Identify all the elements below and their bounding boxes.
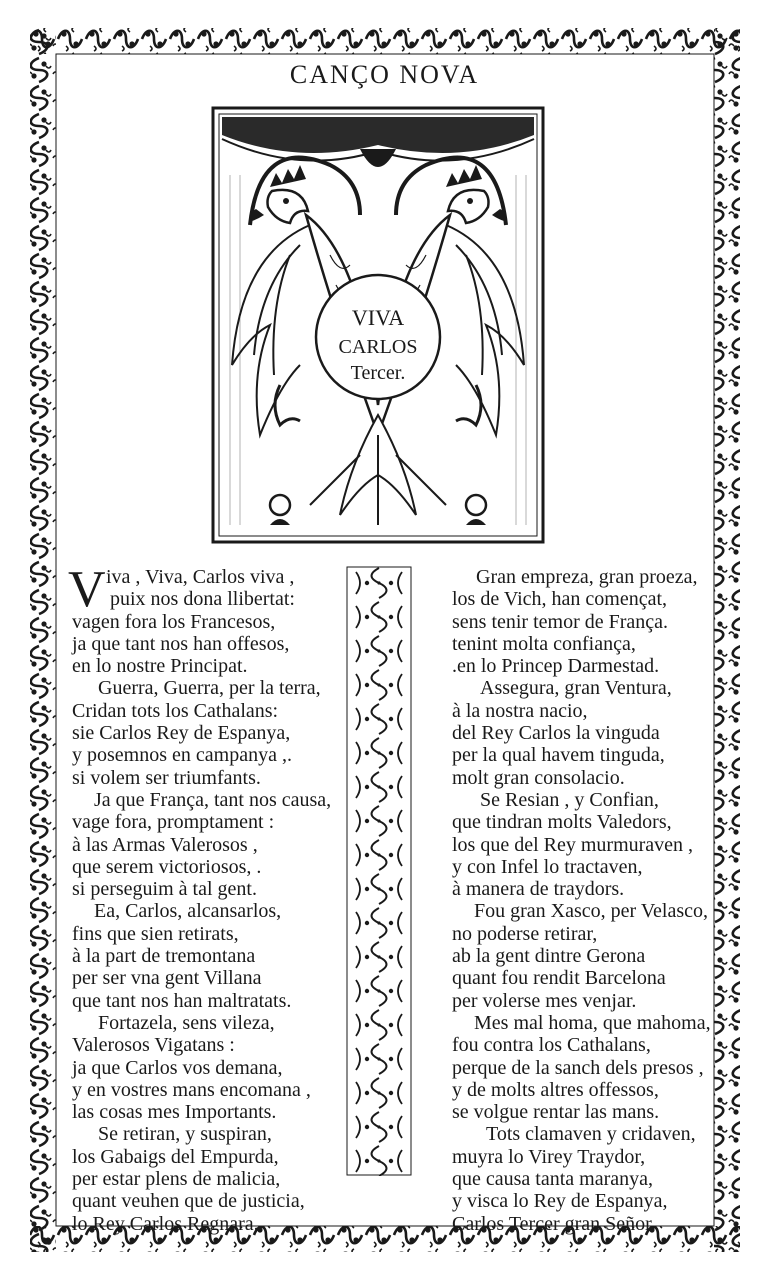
left-verse-column [68,561,362,1235]
verse-line: vage fora, promptament : [72,811,275,834]
verse-line: y con Infel lo tractaven, [452,855,643,878]
page-title: CANÇO NOVA [289,60,480,89]
verse-line: quant veuhen que de justicia, [72,1190,305,1213]
verse-line: vagen fora los Francesos, [72,610,276,633]
banner-text-line2: CARLOS [338,336,418,358]
verse-line: à las Armas Valerosos , [72,833,258,856]
verse-line: si volem ser triumfants. [72,766,261,789]
verse-line: si perseguim à tal gent. [72,878,257,901]
verse-line: à la part de tremontana [72,945,256,968]
verse-line: perque de la sanch dels presos , [452,1056,704,1079]
verse-line: lo Rey Carlos Regnara. [72,1212,259,1235]
ornamental-column-divider [346,566,412,1176]
verse-line: ja que Carlos vos demana, [72,1056,283,1079]
verse-line: à la nostra nacio, [452,699,588,722]
verse-line: Ea, Carlos, alcansarlos, [94,900,282,923]
verse-line: .en lo Princep Darmestad. [452,655,660,678]
verse-line: Carlos Tercer gran Señor. [452,1212,656,1235]
verse-line: per la qual havem tinguda, [452,744,665,767]
right-verse-column [452,566,712,1235]
verse-line: Gran empreza, gran proeza, [476,566,698,588]
verse-line: à manera de traydors. [452,878,625,901]
verse-line: iva , Viva, Carlos viva , [106,566,295,588]
verse-line: se volgue rentar las mans. [452,1101,660,1124]
double-headed-eagle-icon [210,105,546,545]
verse-line: Valerosos Vigatans : [72,1034,235,1057]
verse-line: Fortazela, sens vileza, [98,1011,275,1034]
verse-line: que causa tanta maranya, [452,1168,654,1191]
verse-line: Fou gran Xasco, per Velasco, [474,900,709,923]
verse-line: Mes mal homa, que mahoma, [474,1011,711,1034]
verse-line: muyra lo Virey Traydor, [452,1145,646,1168]
verse-line: en lo nostre Principat. [72,655,248,678]
verse-line: y visca lo Rey de Espanya, [452,1190,668,1213]
verse-line: tenint molta confiança, [452,632,636,655]
verse-line: que tant nos han maltratats. [72,989,292,1012]
verse-line: y posemnos en campanya ,. [72,744,292,767]
verse-line: fou contra los Cathalans, [452,1034,651,1057]
verse-line: los Gabaigs del Empurda, [72,1145,279,1168]
verse-line: sens tenir temor de França. [452,610,669,633]
verse-line: per ser vna gent Villana [72,967,262,990]
verse-line: molt gran consolacio. [452,766,625,789]
verse-line: y en vostres mans encomana , [72,1078,311,1101]
verse-line: ab la gent dintre Gerona [452,945,646,968]
verse-line: sie Carlos Rey de Espanya, [72,722,291,745]
verse-line: Cridan tots los Cathalans: [72,699,279,722]
verse-line: los que del Rey murmuraven , [452,833,694,856]
verse-line: no poderse retirar, [452,922,598,945]
banner-text-line1: VIVA [351,305,405,330]
verse-line: que tindran molts Valedors, [452,811,672,834]
verse-line: quant fou rendit Barcelona [452,967,666,990]
verse-line: del Rey Carlos la vinguda [452,722,660,745]
verse-line: Se retiran, y suspiran, [98,1123,272,1146]
drop-cap: V [68,561,106,618]
verse-line: puix nos dona llibertat: [110,588,295,611]
verse-line: ja que tant nos han offesos, [72,632,290,655]
verse-line: Ja que França, tant nos causa, [94,788,332,811]
verse-line: per volerse mes venjar. [452,989,637,1012]
verse-line: los de Vich, han començat, [452,588,668,611]
verse-line: las cosas mes Importants. [72,1101,277,1124]
verse-line: per estar plens de malicia, [72,1168,281,1191]
verse-line: Se Resian , y Confian, [480,788,659,811]
banner-text-line3: Tercer. [350,362,406,384]
verse-line: que serem victoriosos, . [72,855,262,878]
verse-line: fins que sien retirats, [72,922,239,945]
verse-line: Guerra, Guerra, per la terra, [98,677,321,700]
verse-line: Assegura, gran Ventura, [480,677,672,700]
verse-line: Tots clamaven y cridaven, [486,1123,696,1146]
eagle-woodcut [210,105,546,545]
verse-line: y de molts altres offessos, [452,1078,659,1101]
